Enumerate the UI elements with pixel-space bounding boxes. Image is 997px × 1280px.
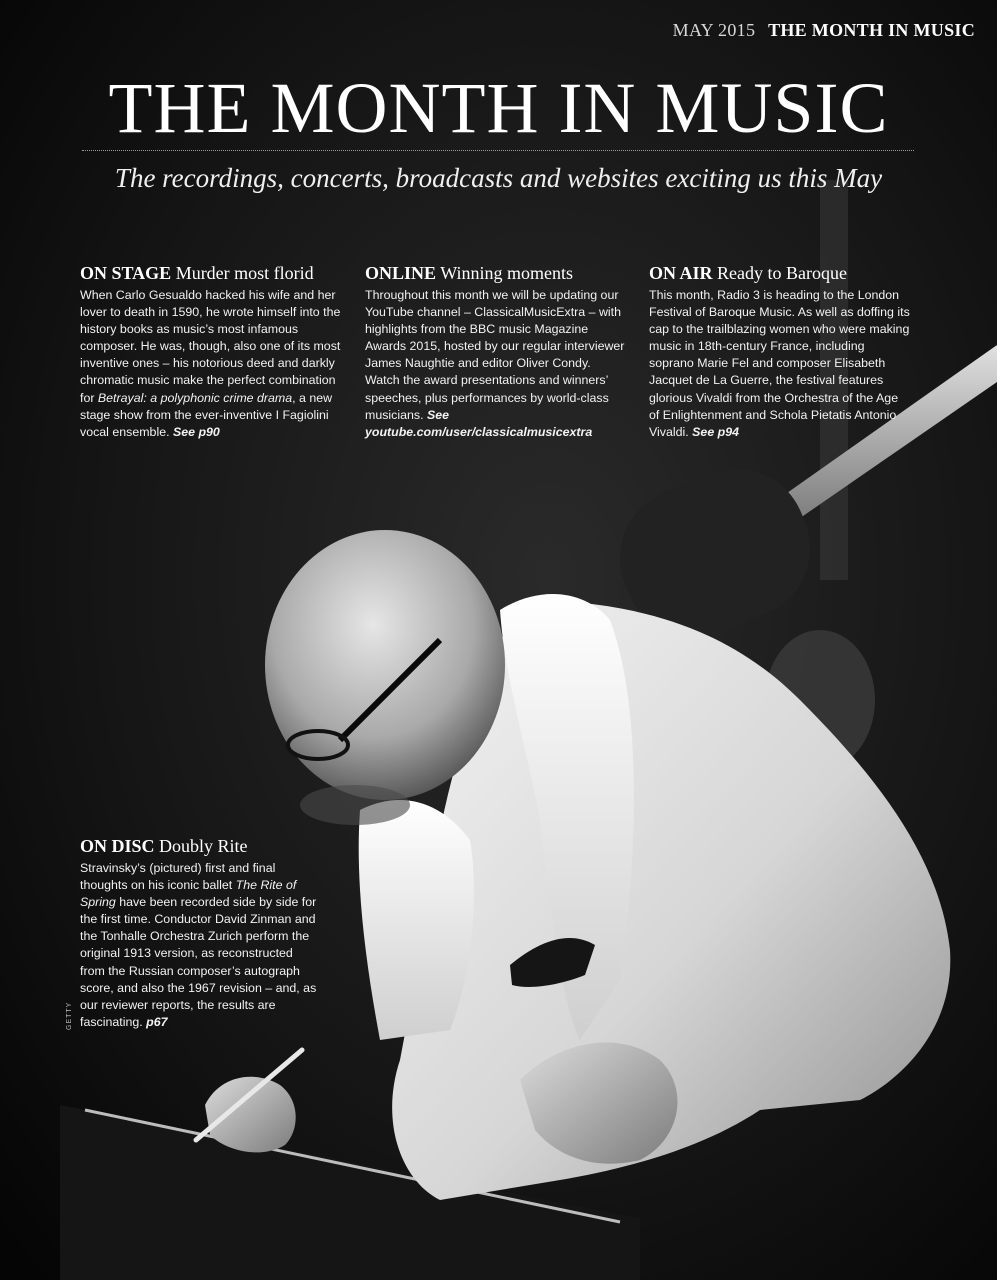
article-kicker: ONLINE <box>365 263 437 283</box>
article-body: This month, Radio 3 is heading to the London Festival of Baroque Music. As well as doffing its cap to the trailblazing women who were making music in 18th-century France, including soprano Marie Fel and composer Elisabeth Jacquet de La Guerre, the festival features glorious Vivaldi from the Orchestra of the Age of Enlightenment and Schola Pietatis Antonio Vivaldi. See p94 <box>649 288 910 439</box>
article-body: Throughout this month we will be updating our YouTube channel – ClassicalMusicExtra – with highlights from the BBC music Magazine Awards 2015, hosted by our regular interviewer James Naughtie and editor Oliver Condy. Watch the award presentations and winners’ speeches, plus performances by world-class musicians. See youtube.com/user/classicalmusicextra <box>365 288 625 439</box>
page-reference: p67 <box>146 1014 168 1029</box>
article-heading <box>649 261 911 285</box>
section-name: THE MONTH IN MUSIC <box>768 20 975 40</box>
web-reference: See youtube.com/user/classicalmusicextra <box>365 407 593 439</box>
article-kicker: ON DISC <box>80 836 155 856</box>
article-body: When Carlo Gesualdo hacked his wife and her lover to death in 1590, he wrote himself into the history books as music’s most infamous composer. He was, though, also one of its most inventive ones – his notorious deed and darkly chromatic music make the perfect combination for Betrayal: a polyphonic crime drama, a new stage show from the ever-inventive I Fagiolini vocal ensemble. See p90 <box>80 288 341 439</box>
article-kicker: ON AIR <box>649 263 713 283</box>
work-title: The Rite of Spring <box>80 878 297 910</box>
article-online <box>365 261 627 441</box>
page-reference: See p90 <box>172 424 220 439</box>
show-title: Betrayal: a polyphonic crime drama <box>97 390 293 405</box>
title-divider <box>82 150 914 151</box>
article-headline: Doubly Rite <box>159 836 248 856</box>
issue-date: MAY 2015 <box>672 20 756 40</box>
article-heading <box>365 261 627 285</box>
running-header <box>673 20 975 41</box>
photo-credit: GETTY <box>66 1001 73 1030</box>
article-body: Stravinsky’s (pictured) first and final thoughts on his iconic ballet The Rite of Spring have been recorded side by side for the first time. Conductor David Zinman and the Tonhalle Orchestra Zurich perform the original 1913 version, as reconstructed from the Russian composer’s autograph score, and also the 1967 revision – and, as our reviewer reports, the results are fascinating. p67 <box>80 861 317 1029</box>
article-on-stage <box>80 261 352 441</box>
page-title: THE MONTH IN MUSIC <box>108 68 889 148</box>
article-on-disc <box>80 834 320 1031</box>
article-heading <box>80 261 352 285</box>
article-headline: Ready to Baroque <box>717 263 847 283</box>
article-on-air <box>649 261 911 441</box>
article-headline: Winning moments <box>440 263 573 283</box>
article-heading <box>80 834 320 858</box>
article-headline: Murder most florid <box>175 263 314 283</box>
page-subtitle: The recordings, concerts, broadcasts and websites exciting us this May <box>114 163 883 193</box>
article-kicker: ON STAGE <box>80 263 172 283</box>
page-reference: See p94 <box>692 424 740 439</box>
